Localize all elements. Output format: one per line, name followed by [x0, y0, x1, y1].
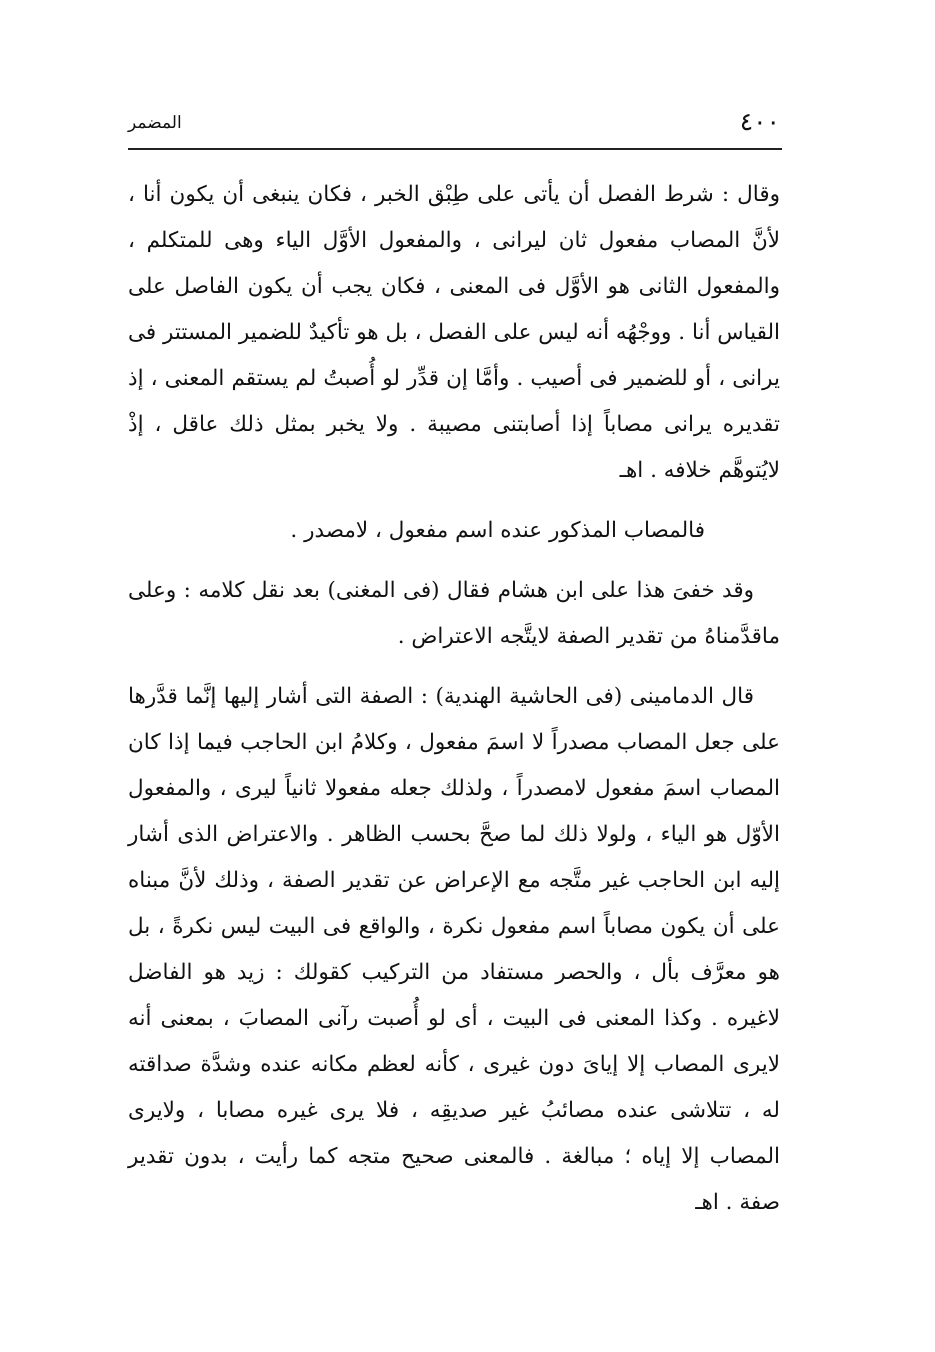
paragraph-1: وقال : شرط الفصل أن يأتى على طِبْق الخبر ، فكان ينبغى أن يكون أنا ، لأنَّ المصاب مفعول ثان ليرانى ، والمفعول الأوَّل الياء وهى للمتكلم ، والمفعول الثانى هو الأوَّل فى المعنى ، فكان يجب أن يكون الفاصل على القياس أنا . ووجْهُه أنه ليس على الفصل ، بل هو تأكيدٌ للضمير المستتر فى يرانى ، أو للضمير فى أصيب . وأمَّا إن قدِّر لو أُصبتُ لم يستقم المعنى ، إذ تقديره يرانى مصاباً إذا أصابتنى مصيبة . ولا يخبر بمثل ذلك عاقل ، إذْ لايُتوهَّم خلافه . اهـ	[128, 182, 780, 483]
running-title: المضمر	[128, 113, 182, 133]
paragraph-gap	[128, 660, 780, 674]
page-body	[128, 172, 780, 1226]
paragraph-gap	[128, 494, 780, 508]
page-number: ٤٠٠	[739, 107, 780, 136]
header-rule	[128, 148, 782, 150]
paragraph-gap	[128, 554, 780, 568]
page-header	[128, 104, 780, 144]
paragraph-2: فالمصاب المذكور عنده اسم مفعول ، لامصدر .	[290, 518, 705, 543]
paragraph-4: قال الدمامينى (فى الحاشية الهندية) : الصفة التى أشار إليها إنَّما قدَّرها على جعل المصاب مصدراً لا اسمَ مفعول ، وكلامُ ابن الحاجب فيما إذا كان المصاب اسمَ مفعول لامصدراً ، ولذلك جعله مفعولا ثانياً ليرى ، والمفعول الأوّل هو الياء ، ولولا ذلك لما صحَّ بحسب الظاهر . والاعتراض الذى أشار إليه ابن الحاجب غير متَّجه مع الإعراض عن تقدير الصفة ، وذلك لأنَّ مبناه على أن يكون مصاباً اسم مفعول نكرة ، والواقع فى البيت ليس نكرةً ، بل هو معرَّف بأل ، والحصر مستفاد من التركيب كقولك : زيد هو الفاضل لاغيره . وكذا المعنى فى البيت ، أى لو أُصبت رآنى المصابَ ، بمعنى أنه لايرى المصاب إلا إيایَ دون غيرى ، كأنه لعظم مكانه عنده وشدَّة صداقته له ، تتلاشى عنده مصائبُ غير صديقِه ، فلا يرى غيره مصابا ، ولايرى المصاب إلا إياه ؛ مبالغة . فالمعنى صحيح متجه كما رأيت ، بدون تقدير صفة . اهـ	[128, 684, 780, 1215]
paragraph-3: وقد خفىَ هذا على ابن هشام فقال (فى المغنى) بعد نقل كلامه : وعلى ماقدَّمناهُ من تقدير الصفة لايتَّجه الاعتراض .	[128, 578, 780, 649]
